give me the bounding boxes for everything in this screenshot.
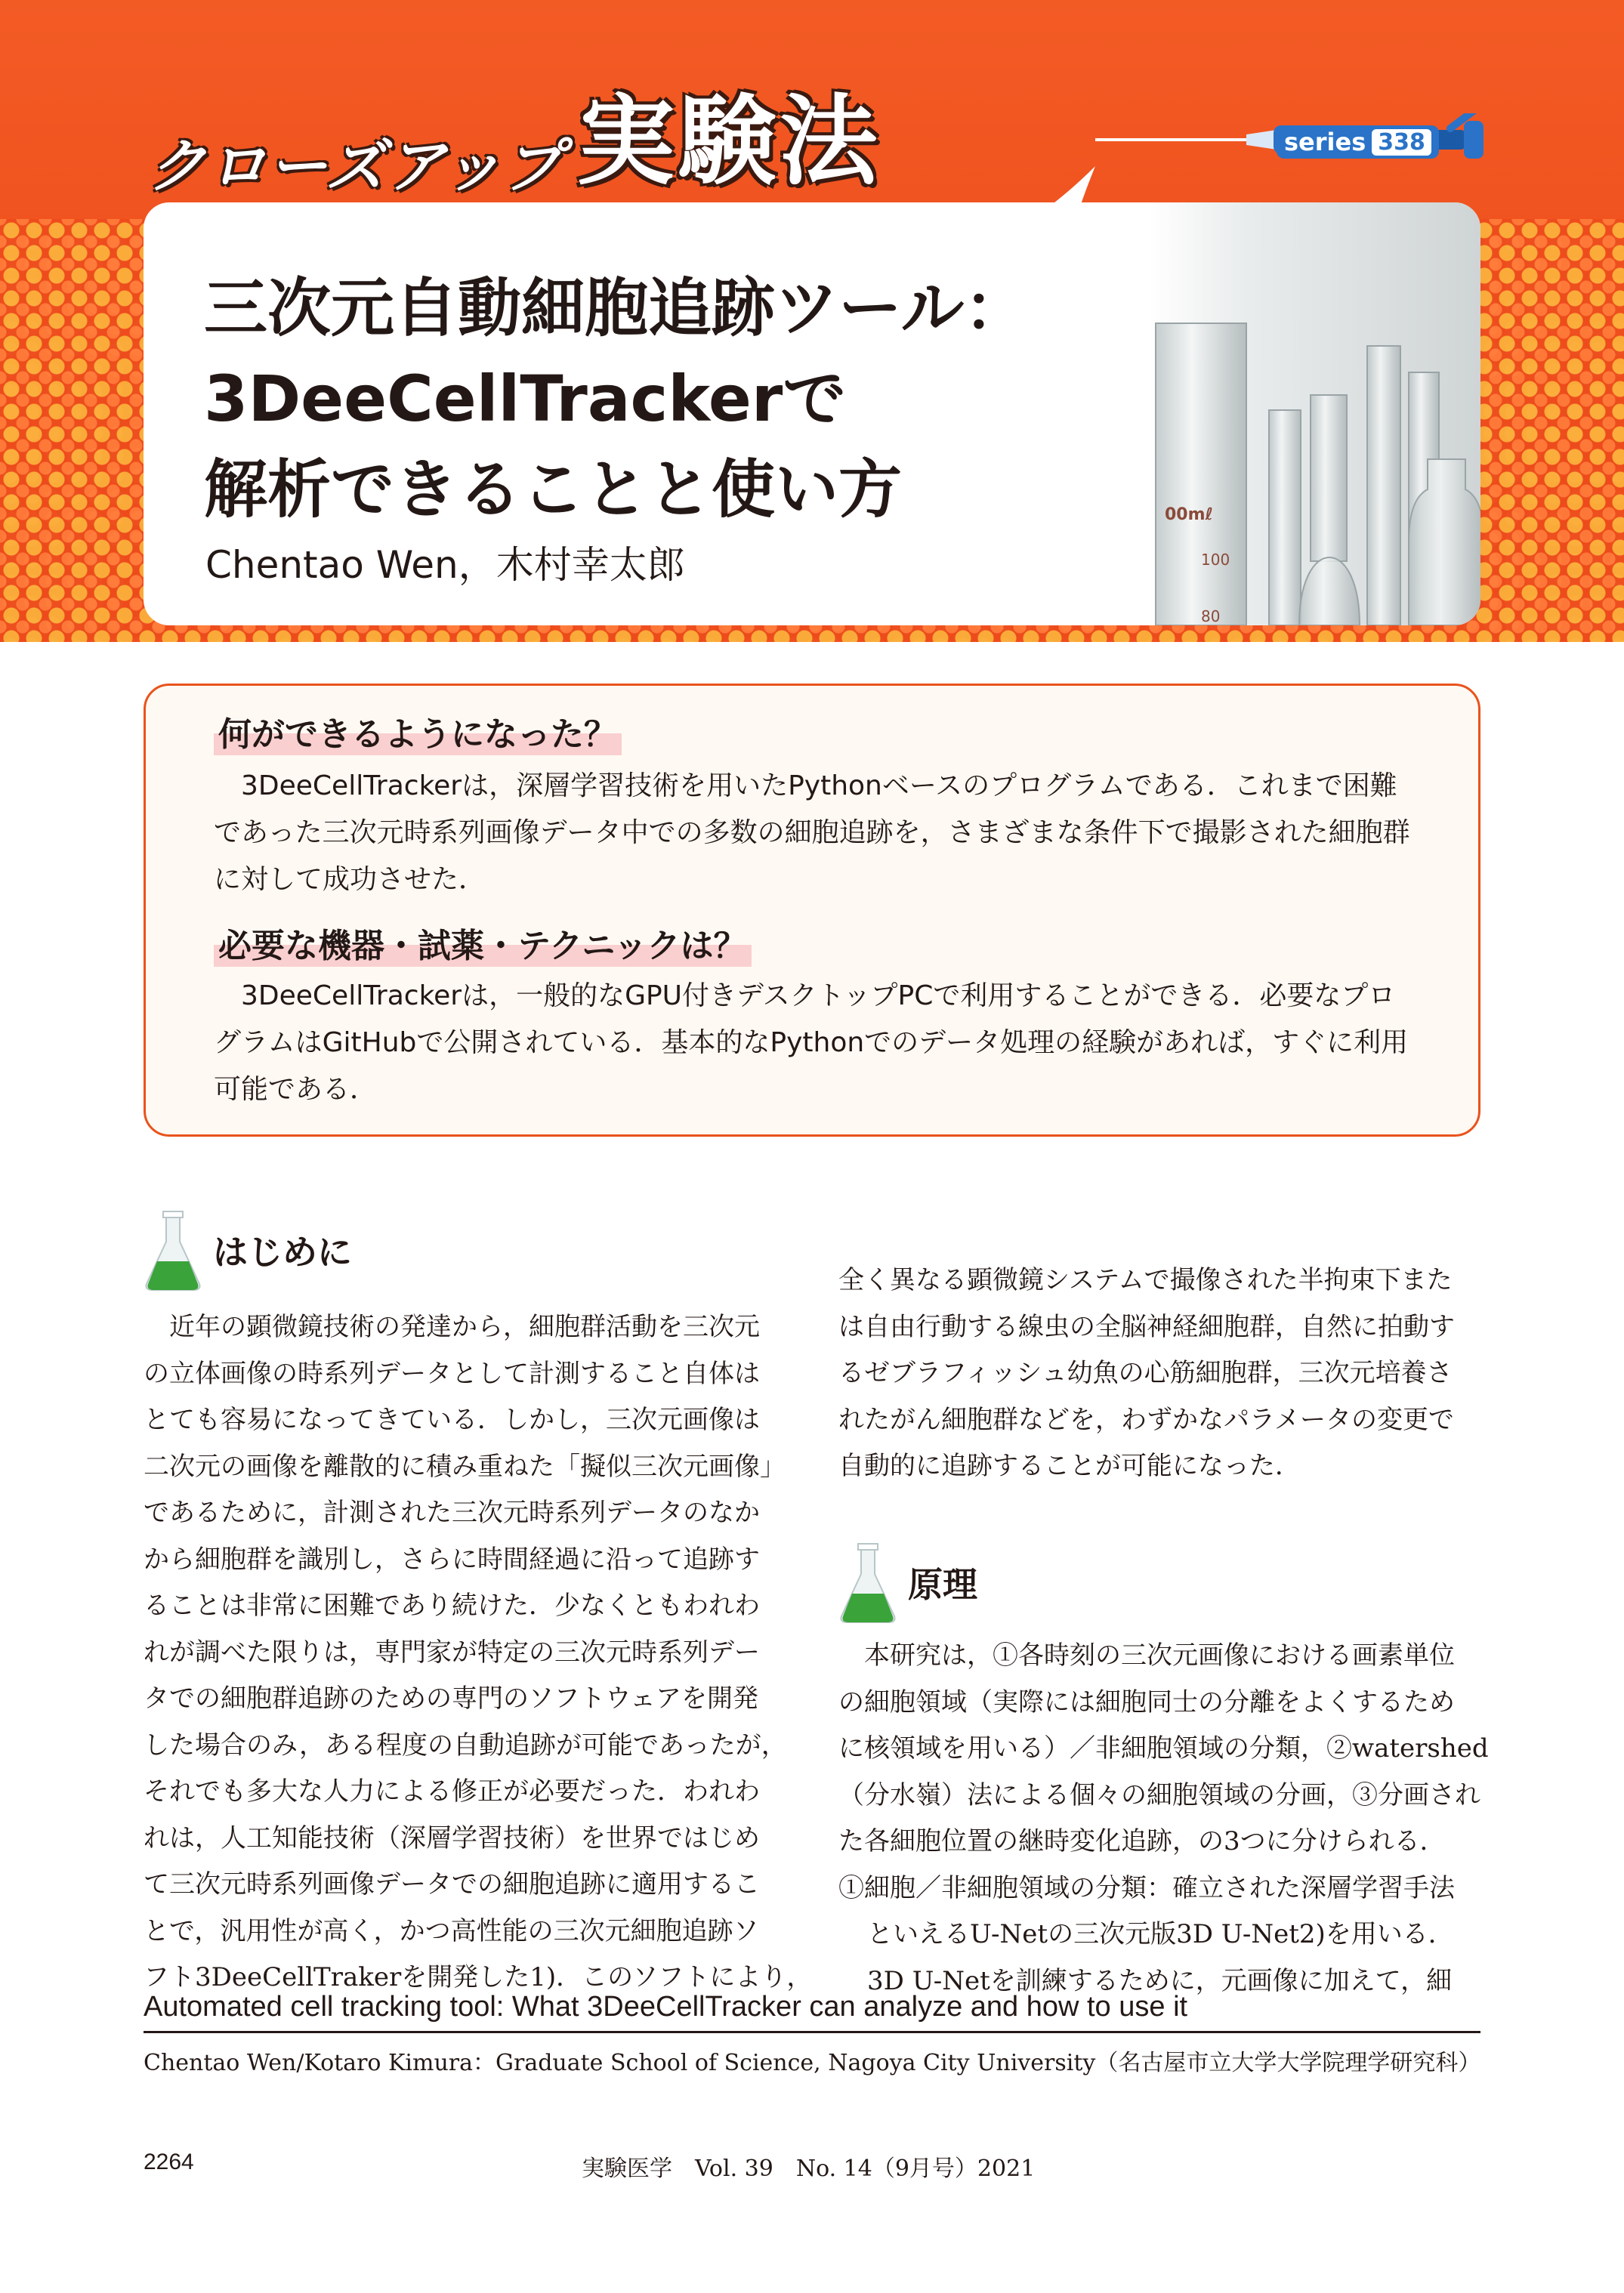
text-line: 3D U-Netを訓練するために，元画像に加えて，細: [867, 1965, 1453, 1996]
section-title-principle: 原理: [908, 1564, 977, 1605]
article-title-line-1: 三次元自動細胞追跡ツール：: [204, 271, 1028, 345]
series-number: 338: [1372, 129, 1431, 156]
text-line: た各細胞位置の継時変化追跡，の3つに分けられる．: [838, 1826, 1446, 1856]
flask-icon: [144, 1208, 202, 1292]
summary-text-what-possible: 3DeeCellTrackerは，深層学習技術を用いたPythonベースのプログラムである．これまで困難であった三次元時系列画像データ中での多数の細胞追跡を，さまざまな条件下で撮影された細胞群に対して成功させた．: [214, 770, 1410, 895]
text-line: て三次元時系列画像データでの細胞追跡に適用するこ: [144, 1869, 760, 1900]
summary-heading-what-possible: 何ができるようになった？: [214, 707, 622, 755]
text-line: れは，人工知能技術（深層学習技術）を世界ではじめ: [144, 1822, 760, 1853]
summary-box: [144, 684, 1480, 1137]
text-line: ①細胞／非細胞領域の分類：確立された深層学習手法: [838, 1872, 1455, 1903]
article-title-line-3: 解析できることと使い方: [204, 452, 903, 526]
section-title-introduction: はじめに: [213, 1232, 352, 1273]
flask-icon: [838, 1541, 897, 1624]
section-heading-introduction: [144, 1208, 352, 1292]
text-line: とても容易になってきている．しかし，三次元画像は: [144, 1405, 760, 1435]
introduction-continued-paragraph: [838, 1258, 1480, 1490]
series-label: series: [1284, 128, 1366, 156]
article-authors: Chentao Wen，木村幸太郎: [205, 543, 685, 587]
text-line: した場合のみ，ある程度の自動追跡が可能であったが，: [144, 1730, 787, 1761]
text-line: の細胞領域（実際には細胞同士の分離をよくするため: [838, 1687, 1455, 1717]
section-heading-principle: [838, 1541, 977, 1624]
series-logo: [147, 60, 881, 204]
text-line: 本研究は，①各時刻の三次元画像における画素単位: [864, 1640, 1455, 1671]
introduction-paragraph: [144, 1304, 813, 2001]
series-badge: [1277, 125, 1439, 159]
article-title-line-2: 3DeeCellTrackerで: [204, 362, 847, 436]
text-line: に核領域を用いる）／非細胞領域の分類，②watershed: [838, 1733, 1489, 1764]
footer-english-title: Automated cell tracking tool: What 3DeeCellTracker can analyze and how to use it: [144, 1991, 1188, 2023]
text-line: とで，汎用性が高く，かつ高性能の三次元細胞追跡ソ: [144, 1915, 759, 1946]
article-title: [204, 263, 1186, 535]
cylinder-label-volume: 00mℓ: [1165, 505, 1213, 524]
text-line: ることは非常に困難であり続けた．少なくともわれわ: [144, 1591, 760, 1621]
principle-paragraph: [838, 1633, 1489, 2004]
text-line: は自由行動する線虫の全脳神経細胞群，自然に拍動す: [838, 1311, 1455, 1342]
text-line: の立体画像の時系列データとして計測すること自体は: [144, 1358, 760, 1389]
cylinder-label-80: 80: [1201, 607, 1221, 625]
text-line: れが調べた限りは，専門家が特定の三次元時系列デー: [144, 1637, 760, 1668]
laboratory-glassware-image: [1148, 202, 1480, 625]
page-number: 2264: [144, 2149, 194, 2174]
text-line: 近年の顕微鏡技術の発達から，細胞群活動を三次元: [169, 1312, 760, 1342]
text-line: フト3DeeCellTrakerを開発した1)．このソフトにより，: [144, 1962, 813, 1992]
summary-heading-requirements: 必要な機器・試薬・テクニックは？: [214, 918, 752, 967]
series-logo-main: 実験法: [576, 84, 881, 199]
text-line: といえるU-Netの三次元版3D U-Net2)を用いる．: [867, 1919, 1454, 1949]
header-band: [0, 0, 1624, 642]
text-line: （分水嶺）法による個々の細胞領域の分画，③分画され: [838, 1779, 1480, 1810]
text-line: 自動的に追跡することが可能になった．: [838, 1451, 1301, 1481]
text-line: るゼブラフィッシュ幼魚の心筋細胞群，三次元培養さ: [838, 1358, 1453, 1388]
text-line: であるために，計測された三次元時系列データのなか: [144, 1498, 760, 1528]
text-line: 二次元の画像を離散的に積み重ねた「擬似三次元画像」: [144, 1451, 786, 1482]
title-card: [144, 202, 1480, 625]
summary-text-requirements: 3DeeCellTrackerは，一般的なGPU付きデスクトップPCで利用することができる．必要なプログラムはGitHubで公開されている．基本的なPythonでのデータ処理の経験があれば，すぐに利用可能である．: [214, 980, 1409, 1105]
footer-affiliation: Chentao Wen/Kotaro Kimura：Graduate School of Science, Nagoya City University（名古屋市立大学大学院理学研究科）: [144, 2050, 1481, 2076]
text-line: それでも多大な人力による修正が必要だった．われわ: [144, 1776, 760, 1807]
series-logo-prefix: クローズアップ: [147, 133, 563, 201]
text-line: から細胞群を識別し，さらに時間経過に沿って追跡す: [144, 1544, 760, 1575]
text-line: 全く異なる顕微鏡システムで撮像された半拘束下また: [838, 1265, 1453, 1295]
text-line: れたがん細胞群などを，わずかなパラメータの変更で: [838, 1404, 1454, 1435]
journal-info: 実験医学 Vol. 39 No. 14（9月号）2021: [582, 2156, 1036, 2182]
cylinder-label-100: 100: [1201, 551, 1230, 569]
text-line: タでの細胞群追跡のための専門のソフトウェアを開発: [144, 1683, 758, 1714]
footer-divider: [144, 2031, 1480, 2033]
